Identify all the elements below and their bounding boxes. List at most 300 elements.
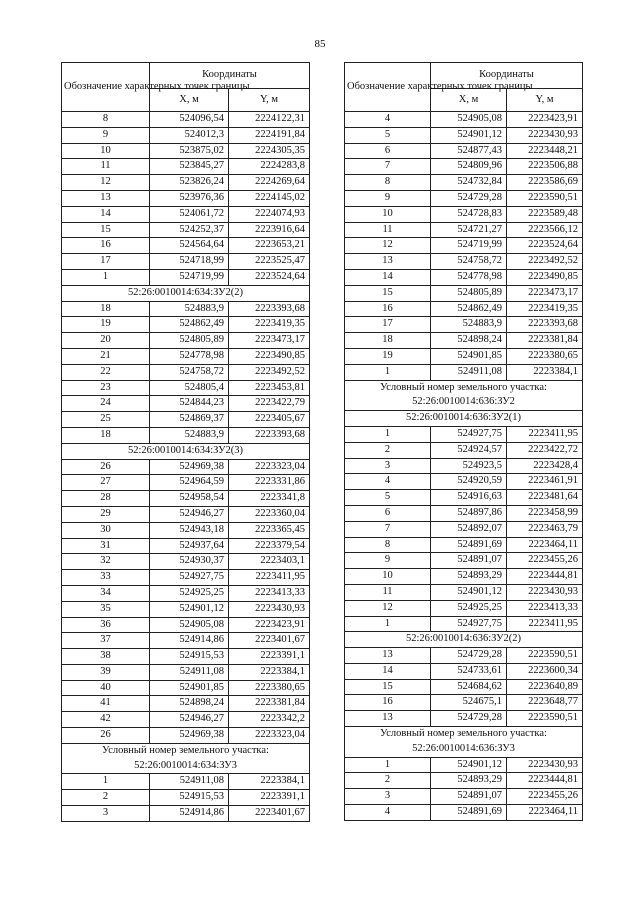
point-cell: 39 [62, 664, 150, 680]
table-row [62, 238, 310, 254]
y-coordinate-cell: 2223393,68 [507, 317, 583, 333]
header-y: Y, м [507, 88, 583, 111]
x-coordinate-cell: 524719,99 [431, 238, 507, 254]
y-coordinate-cell: 2223590,51 [507, 190, 583, 206]
point-cell: 8 [62, 112, 150, 128]
section-row [345, 632, 583, 648]
point-cell: 3 [345, 458, 431, 474]
y-coordinate-cell: 2223524,64 [507, 238, 583, 254]
point-cell: 18 [345, 333, 431, 349]
x-coordinate-cell: 524897,86 [431, 505, 507, 521]
y-coordinate-cell: 2223341,8 [229, 491, 310, 507]
table-row [345, 789, 583, 805]
y-coordinate-cell: 2223473,17 [229, 333, 310, 349]
x-coordinate-cell: 524937,64 [150, 538, 229, 554]
y-coordinate-cell: 2224145,02 [229, 190, 310, 206]
table-row [345, 553, 583, 569]
point-cell: 16 [62, 238, 150, 254]
point-cell: 28 [62, 491, 150, 507]
table-row [345, 584, 583, 600]
point-cell: 5 [345, 127, 431, 143]
table-row [62, 348, 310, 364]
section-row [62, 285, 310, 301]
point-cell: 4 [345, 805, 431, 821]
x-coordinate-cell: 523976,36 [150, 190, 229, 206]
x-coordinate-cell: 524805,4 [150, 380, 229, 396]
x-coordinate-cell: 524684,62 [431, 679, 507, 695]
table-row [62, 538, 310, 554]
section-title-number: 52:26:0010014:636:ЗУ2 [412, 396, 515, 408]
x-coordinate-cell: 524891,69 [431, 537, 507, 553]
table-row [62, 806, 310, 822]
y-coordinate-cell: 2223403,1 [229, 554, 310, 570]
y-coordinate-cell: 2223464,11 [507, 805, 583, 821]
x-coordinate-cell: 524891,07 [431, 789, 507, 805]
y-coordinate-cell: 2223331,86 [229, 475, 310, 491]
x-coordinate-cell: 524893,29 [431, 773, 507, 789]
x-coordinate-cell: 524946,27 [150, 506, 229, 522]
table-row [62, 364, 310, 380]
page-number: 85 [314, 38, 326, 50]
y-coordinate-cell: 2223455,26 [507, 553, 583, 569]
y-coordinate-cell: 2223323,04 [229, 728, 310, 744]
x-coordinate-cell: 524758,72 [150, 364, 229, 380]
point-cell: 1 [345, 426, 431, 442]
table-row [62, 427, 310, 443]
point-cell: 15 [345, 285, 431, 301]
point-cell: 11 [345, 584, 431, 600]
point-cell: 11 [345, 222, 431, 238]
table-row [62, 649, 310, 665]
point-cell: 12 [62, 175, 150, 191]
point-cell: 41 [62, 696, 150, 712]
table-row [345, 333, 583, 349]
y-coordinate-cell: 2223590,51 [507, 711, 583, 727]
table-row [62, 396, 310, 412]
point-cell: 7 [345, 159, 431, 175]
point-cell: 4 [345, 474, 431, 490]
table-row [62, 190, 310, 206]
point-cell: 36 [62, 617, 150, 633]
y-coordinate-cell: 2223473,17 [507, 285, 583, 301]
table-row [345, 679, 583, 695]
x-coordinate-cell: 524758,72 [431, 254, 507, 270]
x-coordinate-cell: 524915,53 [150, 790, 229, 806]
table-row [62, 475, 310, 491]
x-coordinate-cell: 524892,07 [431, 521, 507, 537]
x-coordinate-cell: 524911,08 [150, 664, 229, 680]
x-coordinate-cell: 524943,18 [150, 522, 229, 538]
x-coordinate-cell: 524969,38 [150, 459, 229, 475]
point-cell: 9 [345, 190, 431, 206]
y-coordinate-cell: 2224283,8 [229, 159, 310, 175]
header-point-column: Обозначение характерных точек границы [345, 63, 431, 112]
x-coordinate-cell: 524805,89 [150, 333, 229, 349]
point-cell: 33 [62, 570, 150, 586]
x-coordinate-cell: 524718,99 [150, 254, 229, 270]
point-cell: 42 [62, 712, 150, 728]
point-cell: 4 [345, 112, 431, 128]
x-coordinate-cell: 524883,9 [431, 317, 507, 333]
table-row [345, 317, 583, 333]
y-coordinate-cell: 2223455,26 [507, 789, 583, 805]
section-row [345, 411, 583, 427]
x-coordinate-cell: 524728,83 [431, 206, 507, 222]
table-row [62, 269, 310, 285]
x-coordinate-cell: 524930,37 [150, 554, 229, 570]
point-cell: 3 [62, 806, 150, 822]
point-cell: 15 [345, 679, 431, 695]
table-row [62, 790, 310, 806]
table-row [62, 728, 310, 744]
point-cell: 27 [62, 475, 150, 491]
point-cell: 16 [345, 301, 431, 317]
point-cell: 12 [345, 238, 431, 254]
point-cell: 14 [345, 663, 431, 679]
table-row [62, 712, 310, 728]
section-title-row [345, 727, 583, 758]
y-coordinate-cell: 2223393,68 [229, 301, 310, 317]
x-coordinate-cell: 524893,29 [431, 569, 507, 585]
table-row [345, 521, 583, 537]
y-coordinate-cell: 2223430,93 [507, 127, 583, 143]
point-cell: 2 [62, 790, 150, 806]
y-coordinate-cell: 2223393,68 [229, 427, 310, 443]
x-coordinate-cell: 524916,63 [431, 490, 507, 506]
table-row [345, 112, 583, 128]
x-coordinate-cell: 524719,99 [150, 269, 229, 285]
point-cell: 29 [62, 506, 150, 522]
table-row [345, 254, 583, 270]
section-label: 52:26:0010014:634:ЗУ2(2) [62, 285, 310, 301]
y-coordinate-cell: 2223461,91 [507, 474, 583, 490]
y-coordinate-cell: 2223640,89 [507, 679, 583, 695]
x-coordinate-cell: 524844,23 [150, 396, 229, 412]
y-coordinate-cell: 2223506,88 [507, 159, 583, 175]
y-coordinate-cell: 2223413,33 [229, 585, 310, 601]
x-coordinate-cell: 524729,28 [431, 711, 507, 727]
table-row [62, 127, 310, 143]
table-row [345, 190, 583, 206]
x-coordinate-cell: 524862,49 [431, 301, 507, 317]
x-coordinate-cell: 524958,54 [150, 491, 229, 507]
x-coordinate-cell: 524729,28 [431, 190, 507, 206]
table-row [345, 773, 583, 789]
point-cell: 30 [62, 522, 150, 538]
y-coordinate-cell: 2223490,85 [229, 348, 310, 364]
point-cell: 10 [345, 206, 431, 222]
point-cell: 26 [62, 459, 150, 475]
point-cell: 2 [345, 773, 431, 789]
x-coordinate-cell: 524898,24 [431, 333, 507, 349]
x-coordinate-cell: 524883,9 [150, 427, 229, 443]
y-coordinate-cell: 2223422,72 [507, 442, 583, 458]
point-cell: 32 [62, 554, 150, 570]
table-row [62, 680, 310, 696]
y-coordinate-cell: 2224074,93 [229, 206, 310, 222]
table-row [345, 143, 583, 159]
x-coordinate-cell: 524920,59 [431, 474, 507, 490]
table-row [62, 570, 310, 586]
point-cell: 3 [345, 789, 431, 805]
table-row [62, 554, 310, 570]
table-row [345, 757, 583, 773]
x-coordinate-cell: 524721,27 [431, 222, 507, 238]
point-cell: 19 [62, 317, 150, 333]
y-coordinate-cell: 2223448,21 [507, 143, 583, 159]
table-row [345, 569, 583, 585]
y-coordinate-cell: 2223381,84 [507, 333, 583, 349]
y-coordinate-cell: 2223422,79 [229, 396, 310, 412]
x-coordinate-cell: 524915,53 [150, 649, 229, 665]
table-row [62, 159, 310, 175]
section-title-line: Условный номер земельного участка: [380, 728, 547, 740]
table-row [62, 774, 310, 790]
x-coordinate-cell: 524877,43 [431, 143, 507, 159]
table-row [345, 222, 583, 238]
x-coordinate-cell: 524901,12 [431, 127, 507, 143]
x-coordinate-cell: 523845,27 [150, 159, 229, 175]
point-cell: 17 [62, 254, 150, 270]
table-row [62, 222, 310, 238]
y-coordinate-cell: 2223411,95 [229, 570, 310, 586]
point-cell: 18 [62, 301, 150, 317]
x-coordinate-cell: 524927,75 [431, 616, 507, 632]
point-cell: 25 [62, 412, 150, 428]
section-title-number: 52:26:0010014:634:ЗУ3 [134, 759, 237, 771]
point-cell: 10 [62, 143, 150, 159]
point-cell: 38 [62, 649, 150, 665]
table-row [62, 522, 310, 538]
y-coordinate-cell: 2223600,34 [507, 663, 583, 679]
table-row [345, 238, 583, 254]
point-cell: 1 [62, 269, 150, 285]
y-coordinate-cell: 2223648,77 [507, 695, 583, 711]
table-row [345, 505, 583, 521]
table-row [62, 664, 310, 680]
point-cell: 5 [345, 490, 431, 506]
x-coordinate-cell: 524901,85 [431, 348, 507, 364]
x-coordinate-cell: 524883,9 [150, 301, 229, 317]
y-coordinate-cell: 2223653,21 [229, 238, 310, 254]
table-row [345, 458, 583, 474]
point-cell: 1 [345, 616, 431, 632]
table-row [62, 254, 310, 270]
point-cell: 16 [345, 695, 431, 711]
section-title-line: Условный номер земельного участка: [380, 381, 547, 393]
point-cell: 13 [62, 190, 150, 206]
table-row [345, 490, 583, 506]
header-x: X, м [150, 88, 229, 111]
y-coordinate-cell: 2223453,81 [229, 380, 310, 396]
y-coordinate-cell: 2223379,54 [229, 538, 310, 554]
table-row [345, 426, 583, 442]
table-row [345, 600, 583, 616]
x-coordinate-cell: 524809,96 [431, 159, 507, 175]
point-cell: 37 [62, 633, 150, 649]
point-cell: 21 [62, 348, 150, 364]
y-coordinate-cell: 2223481,64 [507, 490, 583, 506]
point-cell: 14 [62, 206, 150, 222]
x-coordinate-cell: 524778,98 [431, 269, 507, 285]
y-coordinate-cell: 2223342,2 [229, 712, 310, 728]
point-cell: 18 [62, 427, 150, 443]
y-coordinate-cell: 2223323,04 [229, 459, 310, 475]
point-cell: 31 [62, 538, 150, 554]
point-cell: 13 [345, 711, 431, 727]
x-coordinate-cell: 524252,37 [150, 222, 229, 238]
point-cell: 1 [345, 364, 431, 380]
table-row [345, 711, 583, 727]
table-row [62, 601, 310, 617]
y-coordinate-cell: 2223423,91 [507, 112, 583, 128]
x-coordinate-cell: 524901,12 [150, 601, 229, 617]
table-row [62, 333, 310, 349]
table-row [345, 805, 583, 821]
point-cell: 6 [345, 505, 431, 521]
x-coordinate-cell: 524901,12 [431, 584, 507, 600]
table-row [345, 175, 583, 191]
table-row [345, 537, 583, 553]
section-title-row [345, 380, 583, 411]
section-title [345, 727, 583, 758]
point-cell: 19 [345, 348, 431, 364]
y-coordinate-cell: 2223384,1 [229, 774, 310, 790]
point-cell: 14 [345, 269, 431, 285]
y-coordinate-cell: 2223586,69 [507, 175, 583, 191]
table-row [62, 412, 310, 428]
y-coordinate-cell: 2223384,1 [229, 664, 310, 680]
y-coordinate-cell: 2224191,84 [229, 127, 310, 143]
table-row [345, 301, 583, 317]
y-coordinate-cell: 2223430,93 [229, 601, 310, 617]
x-coordinate-cell: 524733,61 [431, 663, 507, 679]
header-coordinates: Координаты [431, 63, 583, 89]
section-title-line: Условный номер земельного участка: [102, 744, 269, 756]
table-row [345, 442, 583, 458]
x-coordinate-cell: 524911,08 [431, 364, 507, 380]
section-title [62, 743, 310, 774]
x-coordinate-cell: 524905,08 [431, 112, 507, 128]
point-cell: 40 [62, 680, 150, 696]
point-cell: 35 [62, 601, 150, 617]
point-cell: 24 [62, 396, 150, 412]
y-coordinate-cell: 2223391,1 [229, 790, 310, 806]
x-coordinate-cell: 524898,24 [150, 696, 229, 712]
x-coordinate-cell: 523826,24 [150, 175, 229, 191]
table-row [62, 206, 310, 222]
y-coordinate-cell: 2223380,65 [229, 680, 310, 696]
table-row [345, 648, 583, 664]
section-label: 52:26:0010014:634:ЗУ2(3) [62, 443, 310, 459]
x-coordinate-cell: 524905,08 [150, 617, 229, 633]
y-coordinate-cell: 2223524,64 [229, 269, 310, 285]
section-title-row [62, 743, 310, 774]
point-cell: 15 [62, 222, 150, 238]
table-row [345, 364, 583, 380]
y-coordinate-cell: 2223419,35 [507, 301, 583, 317]
x-coordinate-cell: 524061,72 [150, 206, 229, 222]
x-coordinate-cell: 524927,75 [431, 426, 507, 442]
x-coordinate-cell: 524732,84 [431, 175, 507, 191]
table-row [62, 491, 310, 507]
point-cell: 1 [345, 757, 431, 773]
y-coordinate-cell: 2223360,04 [229, 506, 310, 522]
table-row [62, 459, 310, 475]
coordinates-table-right [344, 62, 583, 821]
point-cell: 12 [345, 600, 431, 616]
table-row [62, 617, 310, 633]
y-coordinate-cell: 2223428,4 [507, 458, 583, 474]
section-label: 52:26:0010014:636:ЗУ2(1) [345, 411, 583, 427]
point-cell: 9 [62, 127, 150, 143]
table-row [345, 159, 583, 175]
y-coordinate-cell: 2223430,93 [507, 584, 583, 600]
y-coordinate-cell: 2223413,33 [507, 600, 583, 616]
table-row [345, 206, 583, 222]
y-coordinate-cell: 2223492,52 [229, 364, 310, 380]
y-coordinate-cell: 2223490,85 [507, 269, 583, 285]
x-coordinate-cell: 524924,57 [431, 442, 507, 458]
x-coordinate-cell: 524891,07 [431, 553, 507, 569]
y-coordinate-cell: 2223444,81 [507, 569, 583, 585]
table-row [62, 380, 310, 396]
y-coordinate-cell: 2223391,1 [229, 649, 310, 665]
x-coordinate-cell: 524911,08 [150, 774, 229, 790]
y-coordinate-cell: 2223916,64 [229, 222, 310, 238]
y-coordinate-cell: 2223589,48 [507, 206, 583, 222]
y-coordinate-cell: 2223384,1 [507, 364, 583, 380]
x-coordinate-cell: 524778,98 [150, 348, 229, 364]
y-coordinate-cell: 2223566,12 [507, 222, 583, 238]
section-label: 52:26:0010014:636:ЗУ2(2) [345, 632, 583, 648]
x-coordinate-cell: 524805,89 [431, 285, 507, 301]
point-cell: 17 [345, 317, 431, 333]
x-coordinate-cell: 524914,86 [150, 806, 229, 822]
point-cell: 2 [345, 442, 431, 458]
table-row [345, 285, 583, 301]
x-coordinate-cell: 524096,54 [150, 112, 229, 128]
point-cell: 11 [62, 159, 150, 175]
table-row [345, 474, 583, 490]
x-coordinate-cell: 524675,1 [431, 695, 507, 711]
x-coordinate-cell: 523875,02 [150, 143, 229, 159]
table-row [62, 112, 310, 128]
point-cell: 13 [345, 254, 431, 270]
y-coordinate-cell: 2223590,51 [507, 648, 583, 664]
point-cell: 13 [345, 648, 431, 664]
table-row [62, 506, 310, 522]
x-coordinate-cell: 524969,38 [150, 728, 229, 744]
y-coordinate-cell: 2224269,64 [229, 175, 310, 191]
point-cell: 8 [345, 537, 431, 553]
x-coordinate-cell: 524862,49 [150, 317, 229, 333]
point-cell: 9 [345, 553, 431, 569]
x-coordinate-cell: 524964,59 [150, 475, 229, 491]
header-y: Y, м [229, 88, 310, 111]
table-row [345, 269, 583, 285]
x-coordinate-cell: 524927,75 [150, 570, 229, 586]
x-coordinate-cell: 524925,25 [150, 585, 229, 601]
x-coordinate-cell: 524925,25 [431, 600, 507, 616]
y-coordinate-cell: 2224122,31 [229, 112, 310, 128]
point-cell: 22 [62, 364, 150, 380]
y-coordinate-cell: 2223492,52 [507, 254, 583, 270]
x-coordinate-cell: 524729,28 [431, 648, 507, 664]
table-row [345, 616, 583, 632]
table-row [62, 317, 310, 333]
y-coordinate-cell: 2223411,95 [507, 426, 583, 442]
